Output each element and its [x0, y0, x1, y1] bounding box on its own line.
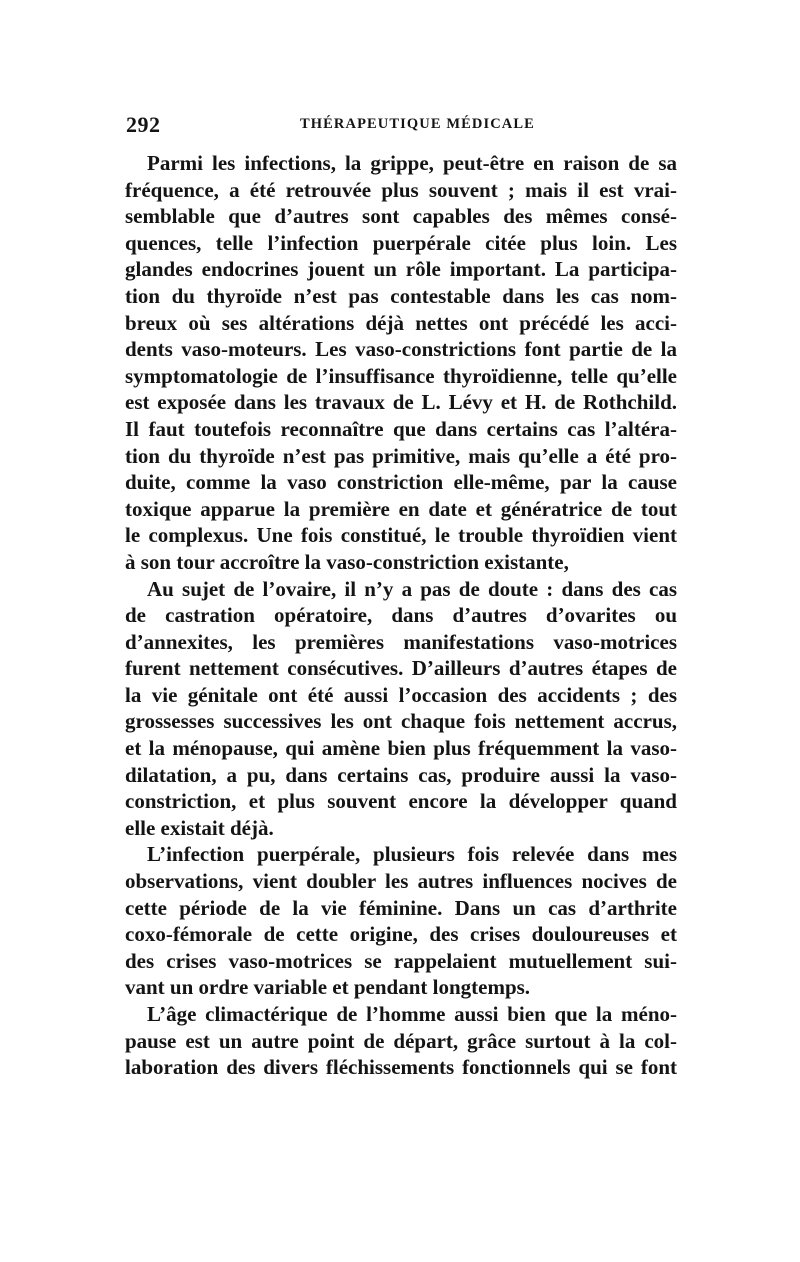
text-line: laboration des divers fléchissements fonctionnels qui se font	[125, 1055, 677, 1080]
text-line: dilatation, a pu, dans certains cas, produire aussi la vaso-	[125, 762, 677, 787]
text-line: L’âge climactérique de l’homme aussi bien que la méno-	[147, 1002, 677, 1026]
text-line: tion du thyroïde n’est pas primitive, mais qu’elle a été pro-	[125, 443, 677, 468]
text-line: la vie génitale ont été aussi l’occasion des accidents ; des	[125, 682, 677, 707]
text-line: quences, telle l’infection puerpérale citée plus loin. Les	[125, 230, 677, 255]
text-line: Il faut toutefois reconnaître que dans certains cas l’altéra-	[125, 416, 677, 441]
page-number: 292	[126, 112, 161, 137]
text-line: dents vaso-moteurs. Les vaso-constrictions font partie de la	[125, 337, 677, 362]
text-line: de castration opératoire, dans d’autres d’ovarites ou	[125, 603, 677, 628]
text-line: elle existait déjà.	[125, 815, 274, 840]
text-line: observations, vient doubler les autres influences nocives de	[125, 869, 677, 894]
text-line: tion du thyroïde n’est pas contestable dans les cas nom-	[125, 283, 677, 308]
text-line: des crises vaso-motrices se rappelaient mutuellement sui-	[125, 948, 677, 973]
running-title: THÉRAPEUTIQUE MÉDICALE	[300, 116, 535, 132]
text-line: toxique apparue la première en date et génératrice de tout	[125, 496, 677, 521]
text-line: est exposée dans les travaux de L. Lévy et H. de Rothchild.	[125, 390, 677, 415]
text-line: constriction, et plus souvent encore la développer quand	[125, 789, 677, 814]
text-line: breux où ses altérations déjà nettes ont précédé les acci-	[125, 310, 677, 335]
text-line: semblable que d’autres sont capables des mêmes consé-	[125, 204, 677, 229]
text-line: duite, comme la vaso constriction elle-même, par la cause	[125, 470, 677, 495]
text-line: fréquence, a été retrouvée plus souvent ; mais il est vrai-	[125, 177, 677, 202]
text-line: L’infection puerpérale, plusieurs fois relevée dans mes	[147, 842, 677, 867]
text-line: le complexus. Une fois constitué, le trouble thyroïdien vient	[125, 523, 677, 548]
text-line: Parmi les infections, la grippe, peut-être en raison de sa	[147, 151, 677, 175]
text-line: coxo-fémorale de cette origine, des crises douloureuses et	[125, 922, 677, 947]
text-line: Au sujet de l’ovaire, il n’y a pas de doute : dans des cas	[147, 576, 677, 601]
running-header	[126, 112, 676, 140]
text-line: grossesses successives les ont chaque fois nettement accrus,	[125, 709, 677, 734]
text-line: d’annexites, les premières manifestations vaso-motrices	[125, 629, 677, 654]
text-line: furent nettement consécutives. D’ailleurs d’autres étapes de	[125, 656, 677, 681]
text-line: glandes endocrines jouent un rôle important. La participa-	[125, 257, 677, 282]
text-line: cette période de la vie féminine. Dans un cas d’arthrite	[125, 895, 677, 920]
text-line: vant un ordre variable et pendant longtemps.	[125, 975, 531, 1000]
text-line: et la ménopause, qui amène bien plus fréquemment la vaso-	[125, 736, 677, 761]
text-line: à son tour accroître la vaso-constriction existante,	[125, 549, 569, 574]
text-line: symptomatologie de l’insuffisance thyroïdienne, telle qu’elle	[125, 363, 677, 388]
text-line: pause est un autre point de départ, grâce surtout à la col-	[125, 1028, 677, 1053]
body-text	[125, 150, 677, 1081]
